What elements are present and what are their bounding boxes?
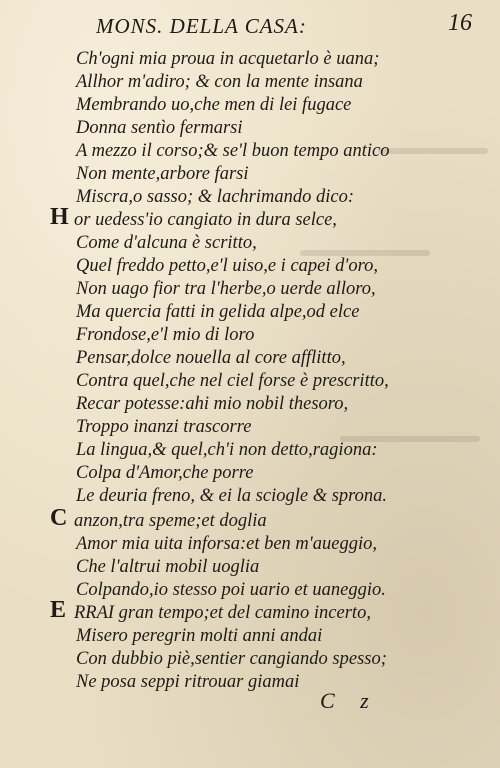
verse-line: Membrando uo,che men di lei fugace — [76, 95, 352, 115]
verse-line: Miscra,o sasso; & lachrimando dico: — [76, 187, 354, 207]
verse-line: Come d'alcuna è scritto, — [76, 233, 257, 253]
verse-line: Colpa d'Amor,che porre — [76, 463, 254, 483]
verse-line: Amor mia uita inforsa:et ben m'aueggio, — [76, 534, 377, 554]
verse-line: Con dubbio piè,sentier cangiando spesso; — [76, 649, 387, 669]
verse-line: Che l'altrui mobil uoglia — [76, 557, 260, 577]
verse-line: Non mente,arbore farsi — [76, 164, 249, 184]
verse-line: Ma quercia fatti in gelida alpe,od elce — [76, 302, 360, 322]
verse-line: Misero peregrin molti anni andai — [76, 626, 323, 646]
signature-mark: C z — [320, 688, 379, 713]
verse-line: Non uago fior tra l'herbe,o uerde alloro, — [76, 279, 376, 299]
verse-line: Troppo inanzi trascorre — [76, 417, 252, 437]
verse-line: Allhor m'adiro; & con la mente insana — [76, 72, 363, 92]
verse-line: Ch'ogni mia proua in acquetarlo è uana; — [76, 49, 380, 69]
verse-line: La lingua,& quel,ch'i non detto,ragiona: — [76, 440, 378, 460]
initial-letter: C — [50, 505, 68, 531]
verse-line: Contra quel,che nel ciel forse è prescritto, — [76, 371, 389, 391]
verse-line: A mezzo il corso;& se'l buon tempo antico — [76, 141, 390, 161]
running-title: MONS. DELLA CASA: — [96, 14, 307, 38]
verse-line: Le deuria freno, & ei la sciogle & sprona. — [76, 486, 388, 506]
verse-line: anzon,tra speme;et doglia — [74, 511, 267, 531]
verse-line: or uedess'io cangiato in dura selce, — [74, 210, 337, 230]
verse-line: Donna sentìo fermarsi — [76, 118, 243, 138]
verse-line: Recar potesse:ahi mio nobil thesoro, — [76, 394, 349, 414]
verse-line: Ne posa seppi ritrouar giamai — [76, 672, 300, 692]
show-through-mark — [378, 148, 488, 154]
verse-line: Pensar,dolce nouella al core afflitto, — [76, 348, 346, 368]
verse-line: Colpando,io stesso poi uario et uaneggio. — [76, 580, 386, 600]
verse-line: Quel freddo petto,e'l uiso,e i capei d'oro, — [76, 256, 378, 276]
initial-letter: H — [50, 204, 69, 230]
initial-letter: E — [50, 597, 67, 623]
page-number: 16 — [448, 10, 472, 36]
verse-line: Frondose,e'l mio di loro — [76, 325, 255, 345]
verse-line: RRAI gran tempo;et del camino incerto, — [74, 603, 371, 623]
